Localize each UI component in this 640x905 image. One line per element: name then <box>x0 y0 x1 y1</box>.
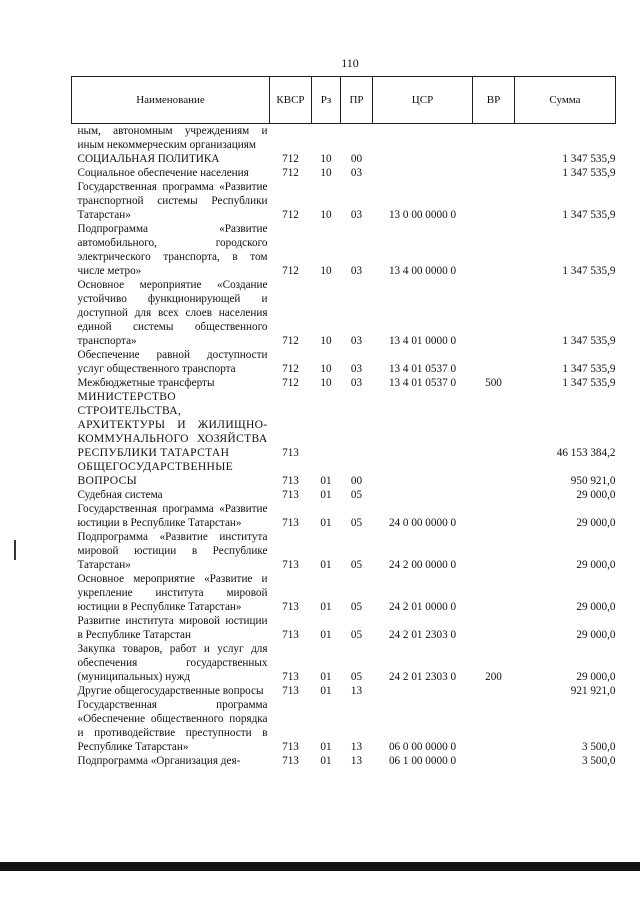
cell-kvsr: 713 <box>282 517 299 529</box>
table-row <box>72 180 616 222</box>
cell-name: Государственная программа «Развитие транспортной системы Республики Татарстан» <box>77 181 268 221</box>
cell-csr: 24 2 01 0000 0 <box>388 601 457 613</box>
table-row <box>72 376 616 390</box>
cell-kvsr: 713 <box>282 559 299 571</box>
cell-vr <box>473 530 515 572</box>
cell-pr: 00 <box>350 153 363 165</box>
cell-vr <box>473 754 515 768</box>
cell-rz: 01 <box>320 475 332 487</box>
cell-pr: 03 <box>350 377 363 389</box>
cell-rz: 10 <box>320 377 332 389</box>
cell-vr <box>473 166 515 180</box>
cell-sum: 921 921,0 <box>570 685 616 697</box>
table-row <box>72 684 616 698</box>
cell-rz: 01 <box>320 517 332 529</box>
cell-pr <box>341 390 373 460</box>
cell-vr <box>473 348 515 376</box>
cell-csr: 24 2 01 2303 0 <box>388 629 457 641</box>
cell-rz: 01 <box>320 671 332 683</box>
cell-name: Социальное обеспечение населения <box>77 167 249 179</box>
cell-csr: 13 4 01 0000 0 <box>388 335 457 347</box>
cell-kvsr: 712 <box>282 377 299 389</box>
cell-name: Основное мероприятие «Создание устойчиво функционирующей и доступной для всех слоев населения единой системы общественного транспорта» <box>77 279 268 347</box>
cell-pr: 00 <box>350 475 363 487</box>
table-row <box>72 642 616 684</box>
header-name: Наименование <box>72 77 270 124</box>
cell-pr: 05 <box>350 517 363 529</box>
table-row <box>72 124 616 153</box>
cell-pr: 03 <box>350 209 363 221</box>
cell-pr: 03 <box>350 167 363 179</box>
header-csr: ЦСР <box>373 77 473 124</box>
cell-vr: 500 <box>485 377 502 389</box>
table-row <box>72 166 616 180</box>
cell-name: Судебная система <box>77 489 163 501</box>
header-kvsr: КВСР <box>270 77 312 124</box>
page-number: 110 <box>341 56 359 70</box>
cell-csr: 24 2 00 0000 0 <box>388 559 457 571</box>
budget-table <box>71 76 616 768</box>
cell-pr: 03 <box>350 265 363 277</box>
cell-vr <box>473 460 515 488</box>
cell-kvsr: 712 <box>282 167 299 179</box>
cell-vr <box>473 488 515 502</box>
cell-rz: 01 <box>320 559 332 571</box>
cell-vr <box>473 698 515 754</box>
cell-rz: 10 <box>320 265 332 277</box>
header-sum: Сумма <box>515 77 616 124</box>
table-row <box>72 460 616 488</box>
cell-kvsr: 713 <box>282 475 299 487</box>
cell-rz <box>312 390 341 460</box>
cell-rz: 01 <box>320 489 332 501</box>
cell-csr: 13 4 00 0000 0 <box>388 265 457 277</box>
cell-kvsr: 713 <box>282 755 299 767</box>
cell-sum: 29 000,0 <box>576 629 616 641</box>
cell-vr <box>473 684 515 698</box>
cell-pr: 13 <box>350 755 363 767</box>
cell-kvsr: 713 <box>282 601 299 613</box>
cell-name: Развитие института мировой юстиции в Республике Татарстан <box>77 615 268 641</box>
table-row <box>72 278 616 348</box>
cell-rz: 10 <box>320 363 332 375</box>
cell-pr: 05 <box>350 671 363 683</box>
cell-name: Подпрограмма «Развитие автомобильного, городского электрического транспорта, в том числе метро» <box>77 223 268 277</box>
cell-sum: 1 347 535,9 <box>562 265 616 277</box>
cell-sum: 1 347 535,9 <box>562 167 616 179</box>
cell-pr <box>341 124 373 153</box>
cell-csr: 24 0 00 0000 0 <box>388 517 457 529</box>
cell-name: Другие общегосударственные вопросы <box>77 685 264 697</box>
cell-csr: 06 1 00 0000 0 <box>388 755 457 767</box>
cell-pr: 03 <box>350 335 363 347</box>
table-header <box>72 77 616 124</box>
cell-sum: 950 921,0 <box>570 475 616 487</box>
cell-csr <box>373 166 473 180</box>
cell-vr <box>473 502 515 530</box>
cell-csr: 06 0 00 0000 0 <box>388 741 457 753</box>
cell-name: ОБЩЕГОСУДАРСТВЕННЫЕ ВОПРОСЫ <box>77 460 233 487</box>
cell-csr: 24 2 01 2303 0 <box>388 671 457 683</box>
cell-sum: 29 000,0 <box>576 671 616 683</box>
cell-vr <box>473 222 515 278</box>
cell-csr <box>373 684 473 698</box>
cell-csr: 13 0 00 0000 0 <box>388 209 457 221</box>
cell-rz: 01 <box>320 601 332 613</box>
cell-rz: 10 <box>320 335 332 347</box>
cell-pr: 13 <box>350 685 363 697</box>
cell-sum: 3 500,0 <box>581 755 616 767</box>
cell-csr <box>373 152 473 166</box>
cell-kvsr: 713 <box>282 629 299 641</box>
cell-vr: 200 <box>485 671 502 683</box>
cell-pr: 05 <box>350 489 363 501</box>
cell-kvsr: 712 <box>282 335 299 347</box>
table-row <box>72 530 616 572</box>
cell-csr: 13 4 01 0537 0 <box>388 363 457 375</box>
table-row <box>72 348 616 376</box>
cell-sum: 1 347 535,9 <box>562 153 616 165</box>
cell-sum: 1 347 535,9 <box>562 377 616 389</box>
cell-rz <box>312 124 341 153</box>
cell-sum: 29 000,0 <box>576 489 616 501</box>
cell-rz: 01 <box>320 741 332 753</box>
cell-name: Подпрограмма «Организация дея- <box>77 755 241 767</box>
cell-pr: 05 <box>350 601 363 613</box>
cell-name: ным, автономным учреждениям и иным некоммерческим организациям <box>77 125 268 151</box>
cell-name: Государственная программа «Развитие юстиции в Республике Татарстан» <box>77 503 268 529</box>
table-row <box>72 754 616 768</box>
cell-kvsr <box>270 124 312 153</box>
cell-vr <box>473 614 515 642</box>
cell-sum: 29 000,0 <box>576 559 616 571</box>
cell-name: Закупка товаров, работ и услуг для обеспечения государственных (муниципальных) нужд <box>77 643 268 683</box>
cell-vr <box>473 124 515 153</box>
cell-pr: 03 <box>350 363 363 375</box>
cell-kvsr: 713 <box>282 489 299 501</box>
cell-sum: 46 153 384,2 <box>556 447 616 459</box>
cell-name: Обеспечение равной доступности услуг общественного транспорта <box>77 349 268 375</box>
cell-sum: 29 000,0 <box>576 601 616 613</box>
header-vr: ВР <box>473 77 515 124</box>
cell-name: Межбюджетные трансферты <box>77 377 215 389</box>
cell-kvsr: 713 <box>282 447 299 459</box>
cell-kvsr: 712 <box>282 265 299 277</box>
cell-rz: 10 <box>320 209 332 221</box>
cell-kvsr: 712 <box>282 363 299 375</box>
table-row <box>72 572 616 614</box>
cell-rz: 10 <box>320 153 332 165</box>
cell-kvsr: 713 <box>282 685 299 697</box>
cell-csr <box>373 488 473 502</box>
cell-kvsr: 712 <box>282 153 299 165</box>
table-row <box>72 222 616 278</box>
cell-csr <box>373 460 473 488</box>
cell-rz: 01 <box>320 755 332 767</box>
cell-kvsr: 713 <box>282 671 299 683</box>
cell-sum: 1 347 535,9 <box>562 363 616 375</box>
cell-vr <box>473 572 515 614</box>
cell-pr: 05 <box>350 559 363 571</box>
cell-name: Основное мероприятие «Развитие и укрепление института мировой юстиции в Республике Татарстан» <box>77 573 268 613</box>
cell-kvsr: 712 <box>282 209 299 221</box>
table-row <box>72 698 616 754</box>
cell-sum: 3 500,0 <box>581 741 616 753</box>
cell-vr <box>473 180 515 222</box>
cell-pr: 13 <box>350 741 363 753</box>
cell-vr <box>473 152 515 166</box>
cell-name: МИНИСТЕРСТВО СТРОИТЕЛЬСТВА, АРХИТЕКТУРЫ И ЖИЛИЩНО-КОММУНАЛЬНОГО ХОЗЯЙСТВА РЕСПУБЛИКИ ТАТАРСТАН <box>77 390 268 459</box>
cell-vr <box>473 390 515 460</box>
cell-name: Подпрограмма «Развитие института мировой юстиции в Республике Татарстан» <box>77 531 268 571</box>
table-row <box>72 488 616 502</box>
cell-csr <box>373 124 473 153</box>
cell-sum: 1 347 535,9 <box>562 335 616 347</box>
cell-name: Государственная программа «Обеспечение общественного порядка и противодействие преступности в Республике Татарстан» <box>77 699 268 753</box>
cell-rz: 01 <box>320 629 332 641</box>
scan-mark <box>14 540 16 560</box>
table-row <box>72 390 616 460</box>
cell-sum: 1 347 535,9 <box>562 209 616 221</box>
table-body <box>72 124 616 769</box>
table-row <box>72 152 616 166</box>
table-row <box>72 614 616 642</box>
cell-kvsr: 713 <box>282 741 299 753</box>
cell-name: СОЦИАЛЬНАЯ ПОЛИТИКА <box>77 153 220 165</box>
cell-rz: 10 <box>320 167 332 179</box>
cell-rz: 01 <box>320 685 332 697</box>
cell-vr <box>473 278 515 348</box>
cell-sum <box>515 124 616 153</box>
header-pr: ПР <box>341 77 373 124</box>
cell-sum: 29 000,0 <box>576 517 616 529</box>
cell-csr <box>373 390 473 460</box>
cell-pr: 05 <box>350 629 363 641</box>
cell-csr: 13 4 01 0537 0 <box>388 377 457 389</box>
table-row <box>72 502 616 530</box>
header-rz: Рз <box>312 77 341 124</box>
scan-bottom-bar <box>0 862 640 871</box>
